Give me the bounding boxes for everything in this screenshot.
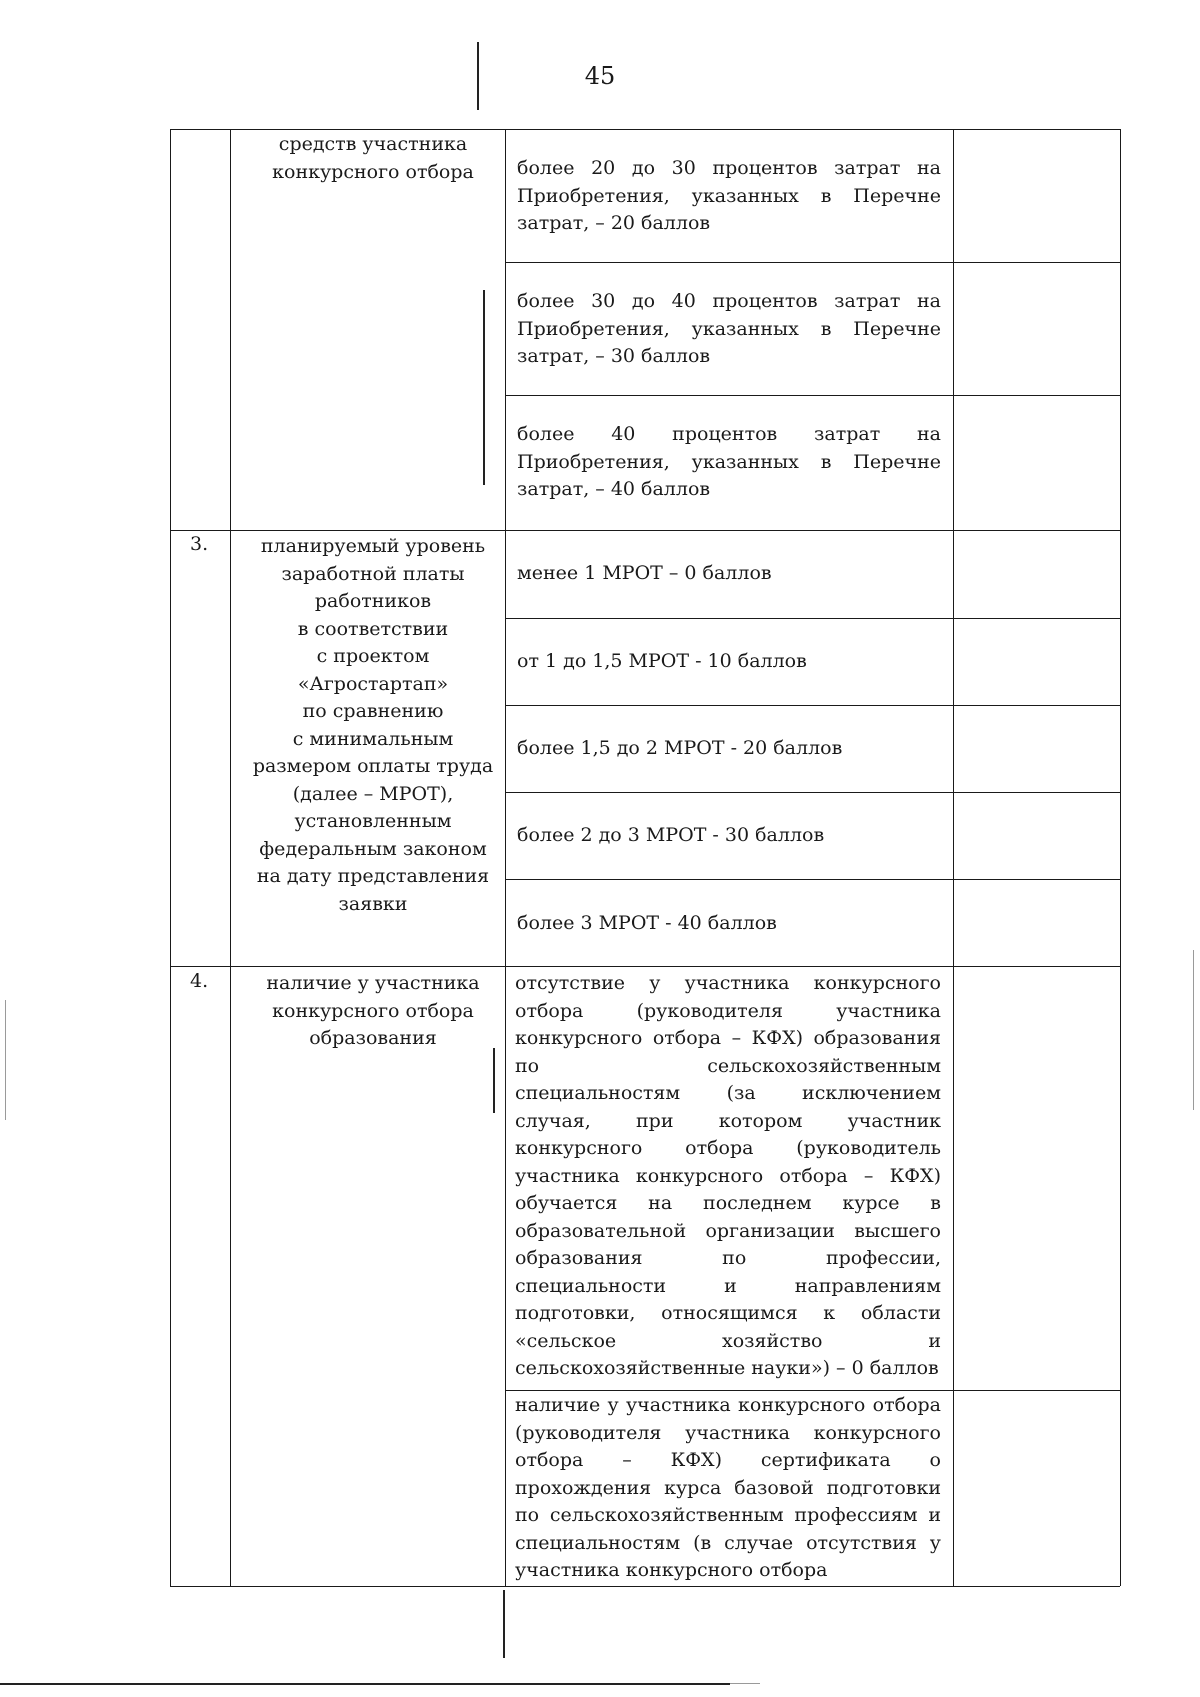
criterion-text: наличие у участника конкурсного отбора образования bbox=[266, 972, 480, 1049]
row-divider bbox=[505, 879, 1120, 880]
row-divider bbox=[170, 966, 1120, 967]
scan-artifact-footer bbox=[0, 1683, 730, 1685]
option-text: от 1 до 1,5 МРОТ - 10 баллов bbox=[517, 650, 807, 672]
criterion-text: планируемый уровень заработной платы работников в соответствии с проектом «Агростартап» по сравнению с минимальным размером оплаты труда (далее – МРОТ), установленным федеральным законом на дату представления заявки bbox=[252, 535, 494, 915]
row-divider bbox=[170, 530, 1120, 531]
option-text: отсутствие у участника конкурсного отбора (руководителя участника конкурсного отбора – КФХ) образования по сельскохозяйственным специальностям (за исключением случая, при котором участник конкурсного отбора (руководитель участника конкурсного отбора – КФХ) обучается на последнем курсе в образовательной организации высшего образования по профессии, специальности и направлениям подготовки, относящимся к области «сельское хозяйство и сельскохозяйственные науки») – 0 баллов bbox=[515, 972, 941, 1379]
scan-artifact-top bbox=[477, 42, 479, 110]
table-left-border bbox=[170, 129, 171, 1586]
scan-artifact-inner-2 bbox=[493, 1048, 495, 1113]
scan-artifact-bottom bbox=[503, 1590, 505, 1658]
row-divider bbox=[505, 395, 1120, 396]
option-text: более 20 до 30 процентов затрат на Приобретения, указанных в Перечне затрат, – 20 баллов bbox=[517, 157, 941, 234]
row-number: 4. bbox=[190, 970, 209, 992]
table-right-border bbox=[1120, 129, 1121, 1586]
row-divider bbox=[505, 618, 1120, 619]
row-divider bbox=[505, 792, 1120, 793]
option-text: менее 1 МРОТ – 0 баллов bbox=[517, 562, 772, 584]
option-text: более 2 до 3 МРОТ - 30 баллов bbox=[517, 824, 825, 846]
criterion-text: средств участника конкурсного отбора bbox=[272, 133, 474, 183]
option-text: более 40 процентов затрат на Приобретения, указанных в Перечне затрат, – 40 баллов bbox=[517, 423, 941, 500]
option-text: наличие у участника конкурсного отбора (руководителя участника конкурсного отбора – КФХ) сертификата о прохождения курса базовой подготовки по сельскохозяйственным профессиям и специальностям (в случае отсутствия у участника конкурсного отбора bbox=[515, 1394, 941, 1581]
row-divider bbox=[505, 1390, 1120, 1391]
scan-artifact-right bbox=[1193, 950, 1194, 1110]
scan-artifact-footer-faint bbox=[730, 1683, 760, 1684]
option-text: более 1,5 до 2 МРОТ - 20 баллов bbox=[517, 737, 843, 759]
page-number: 45 bbox=[584, 62, 616, 90]
row-divider bbox=[505, 705, 1120, 706]
row-number: 3. bbox=[190, 533, 209, 555]
col-divider-num bbox=[230, 129, 231, 1586]
row-divider bbox=[505, 262, 1120, 263]
scan-artifact-inner-1 bbox=[483, 290, 485, 485]
scan-artifact-left bbox=[5, 1000, 6, 1120]
option-text: более 3 МРОТ - 40 баллов bbox=[517, 912, 777, 934]
option-text: более 30 до 40 процентов затрат на Приобретения, указанных в Перечне затрат, – 30 баллов bbox=[517, 290, 941, 367]
col-divider-options bbox=[953, 129, 954, 1586]
table-bottom-border bbox=[170, 1586, 1120, 1587]
table-top-border bbox=[170, 129, 1120, 130]
